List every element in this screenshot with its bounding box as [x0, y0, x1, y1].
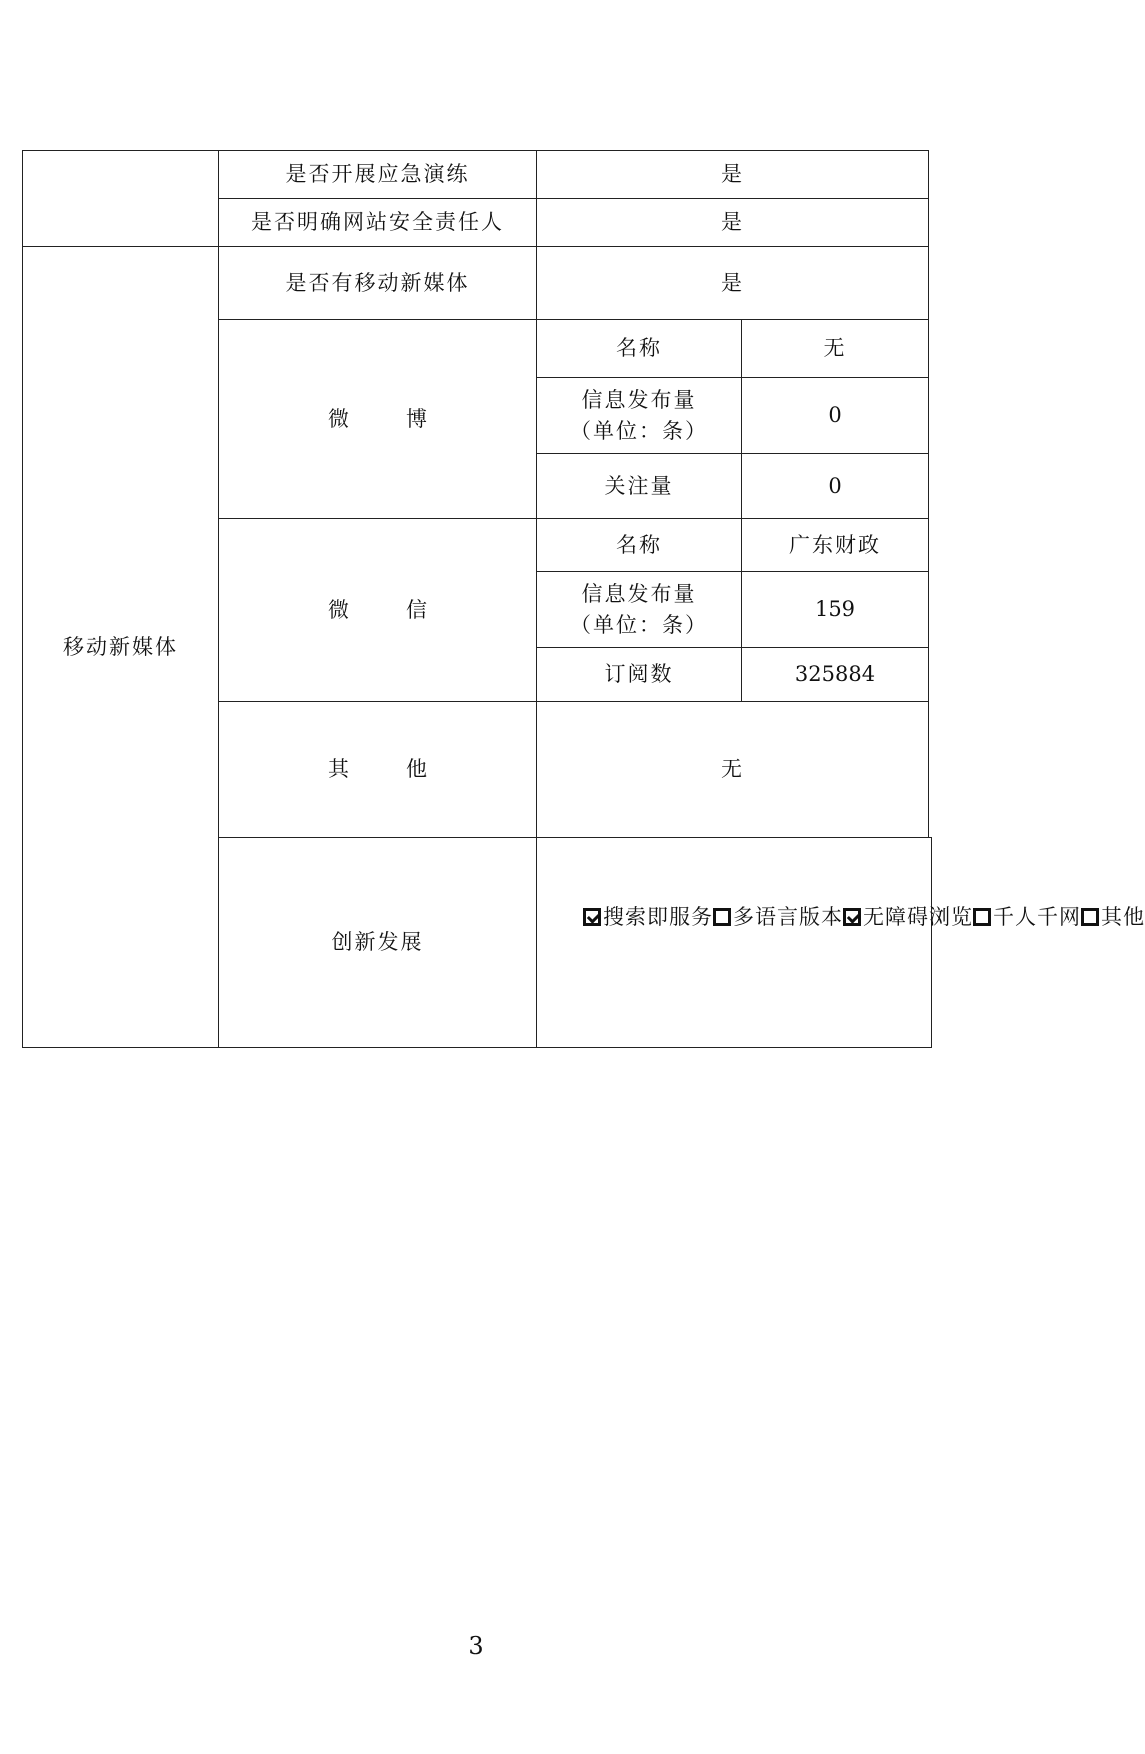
innovation-category: 创新发展: [219, 838, 537, 1048]
wechat-subscribe-value: 325884: [742, 648, 929, 702]
option-label: 千人千网: [993, 905, 1081, 929]
wechat-subscribe-label: 订阅数: [537, 648, 742, 702]
option-label: 搜索即服务: [603, 905, 713, 929]
security-value: 是: [537, 199, 929, 247]
weibo-follow-label: 关注量: [537, 454, 742, 519]
weibo-follow-value: 0: [742, 454, 929, 519]
wechat-name-value: 广东财政: [742, 519, 929, 572]
innovation-options: [537, 838, 1145, 1048]
option-label: 多语言版本: [733, 905, 843, 929]
weibo-publish-title: 信息发布量: [581, 388, 697, 413]
wechat-label: 微 信: [219, 519, 537, 702]
mobile-category: 移动新媒体: [23, 247, 219, 1048]
checkbox-search-service[interactable]: [583, 908, 601, 926]
weibo-name-value: 无: [742, 320, 929, 378]
option-label: 无障碍浏览: [863, 905, 973, 929]
empty-category-cell: [23, 151, 219, 247]
table-row-drill: [23, 151, 932, 199]
weibo-publish-label: [537, 378, 742, 454]
option-personalized[interactable]: [973, 902, 1081, 932]
weibo-name-label: 名称: [537, 320, 742, 378]
other-label: 其 他: [219, 702, 537, 838]
wechat-publish-label: [537, 572, 742, 648]
report-table: [22, 150, 1145, 1048]
wechat-publish-value: 159: [742, 572, 929, 648]
other-value: 无: [537, 702, 929, 838]
checkbox-accessibility[interactable]: [843, 908, 861, 926]
option-multilingual[interactable]: [713, 902, 843, 932]
has-mobile-label: 是否有移动新媒体: [219, 247, 537, 320]
security-label: 是否明确网站安全责任人: [219, 199, 537, 247]
weibo-publish-unit: （单位：条）: [570, 418, 708, 443]
wechat-publish-unit: （单位：条）: [570, 612, 708, 637]
checkbox-multilingual[interactable]: [713, 908, 731, 926]
page-number: 3: [468, 1632, 484, 1660]
option-search-service[interactable]: [583, 902, 713, 932]
checkbox-other[interactable]: [1081, 908, 1099, 926]
has-mobile-value: 是: [537, 247, 929, 320]
weibo-publish-value: 0: [742, 378, 929, 454]
weibo-label: 微 博: [219, 320, 537, 519]
wechat-name-label: 名称: [537, 519, 742, 572]
option-other[interactable]: [1081, 902, 1145, 932]
option-label: 其他: [1101, 905, 1145, 929]
drill-label: 是否开展应急演练: [219, 151, 537, 199]
drill-value: 是: [537, 151, 929, 199]
checkbox-personalized[interactable]: [973, 908, 991, 926]
option-accessibility[interactable]: [843, 902, 973, 932]
table-row-has-mobile: [23, 247, 932, 320]
wechat-publish-title: 信息发布量: [581, 582, 697, 607]
